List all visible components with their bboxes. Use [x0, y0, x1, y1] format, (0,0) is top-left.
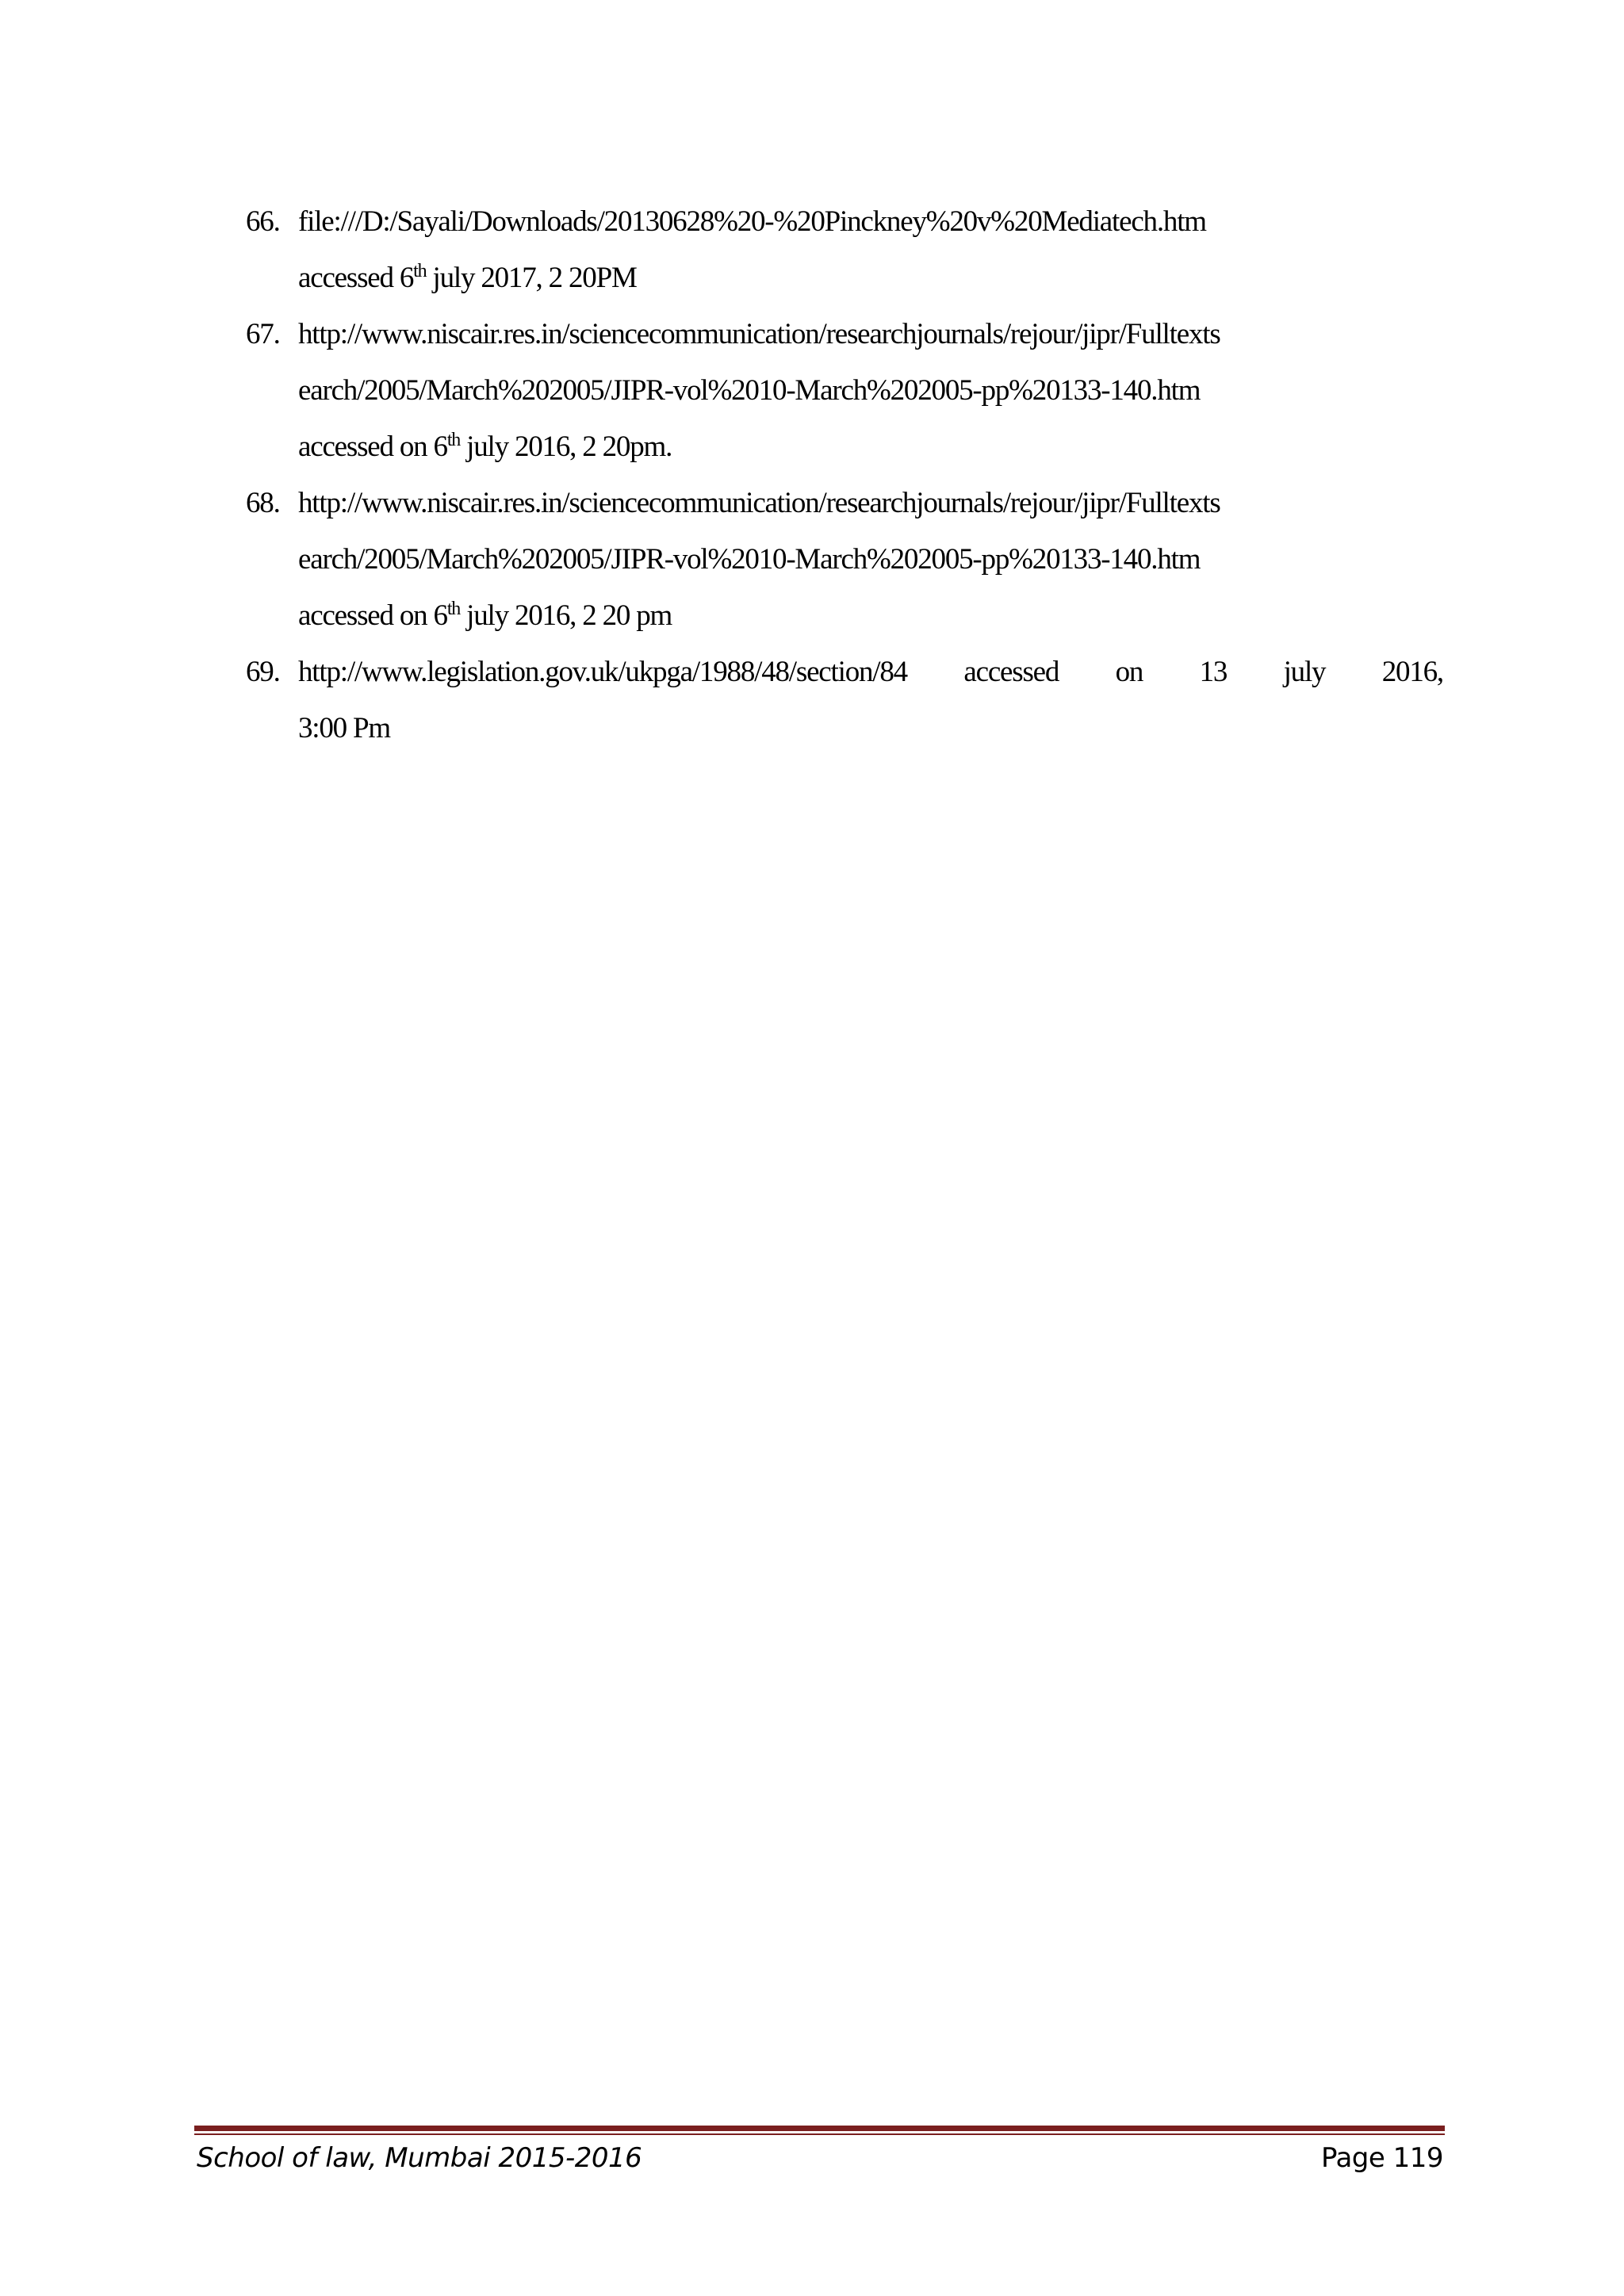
- reference-accessed: accessed 6th july 2017, 2 20PM: [298, 261, 637, 294]
- reference-url: file:///D:/Sayali/Downloads/20130628%20-%20Pinckney%20v%20Mediatech.htm: [298, 205, 1206, 238]
- reference-accessed: accessed on 6th july 2016, 2 20 pm: [298, 599, 672, 632]
- reference-number: 69.: [246, 656, 280, 688]
- page-footer: [197, 2142, 1443, 2174]
- reference-accessed: accessed on 6th july 2016, 2 20pm.: [298, 430, 672, 463]
- footer-rule-thin: [194, 2133, 1445, 2135]
- reference-66: [246, 193, 1443, 306]
- reference-line-2: 3:00 Pm: [298, 712, 390, 744]
- reference-url-line-1: http://www.niscair.res.in/sciencecommunication/researchjournals/rejour/jipr/Fulltexts: [298, 318, 1220, 350]
- footer-school-label: School of law, Mumbai 2015-2016: [197, 2142, 642, 2174]
- reference-url-line-2: earch/2005/March%202005/JIPR-vol%2010-March%202005-pp%20133-140.htm: [298, 543, 1201, 576]
- accessed-word: 2016,: [1381, 656, 1443, 688]
- reference-68: [246, 475, 1443, 644]
- reference-line-1: [298, 644, 1443, 700]
- footer-rule: [194, 2126, 1445, 2131]
- accessed-word: july: [1283, 656, 1326, 688]
- reference-69: [246, 644, 1443, 756]
- reference-list: [246, 193, 1443, 756]
- accessed-word: accessed: [963, 656, 1059, 688]
- page-number: Page 119: [1320, 2142, 1443, 2174]
- reference-url: http://www.legislation.gov.uk/ukpga/1988/48/section/84: [298, 656, 907, 688]
- reference-url-line-2: earch/2005/March%202005/JIPR-vol%2010-March%202005-pp%20133-140.htm: [298, 374, 1201, 407]
- accessed-word: 13: [1199, 656, 1228, 688]
- reference-url-line-1: http://www.niscair.res.in/sciencecommunication/researchjournals/rejour/jipr/Fulltexts: [298, 487, 1220, 519]
- reference-number: 67.: [246, 318, 280, 350]
- reference-number: 66.: [246, 205, 280, 238]
- reference-67: [246, 306, 1443, 475]
- reference-number: 68.: [246, 487, 280, 519]
- accessed-word: on: [1115, 656, 1143, 688]
